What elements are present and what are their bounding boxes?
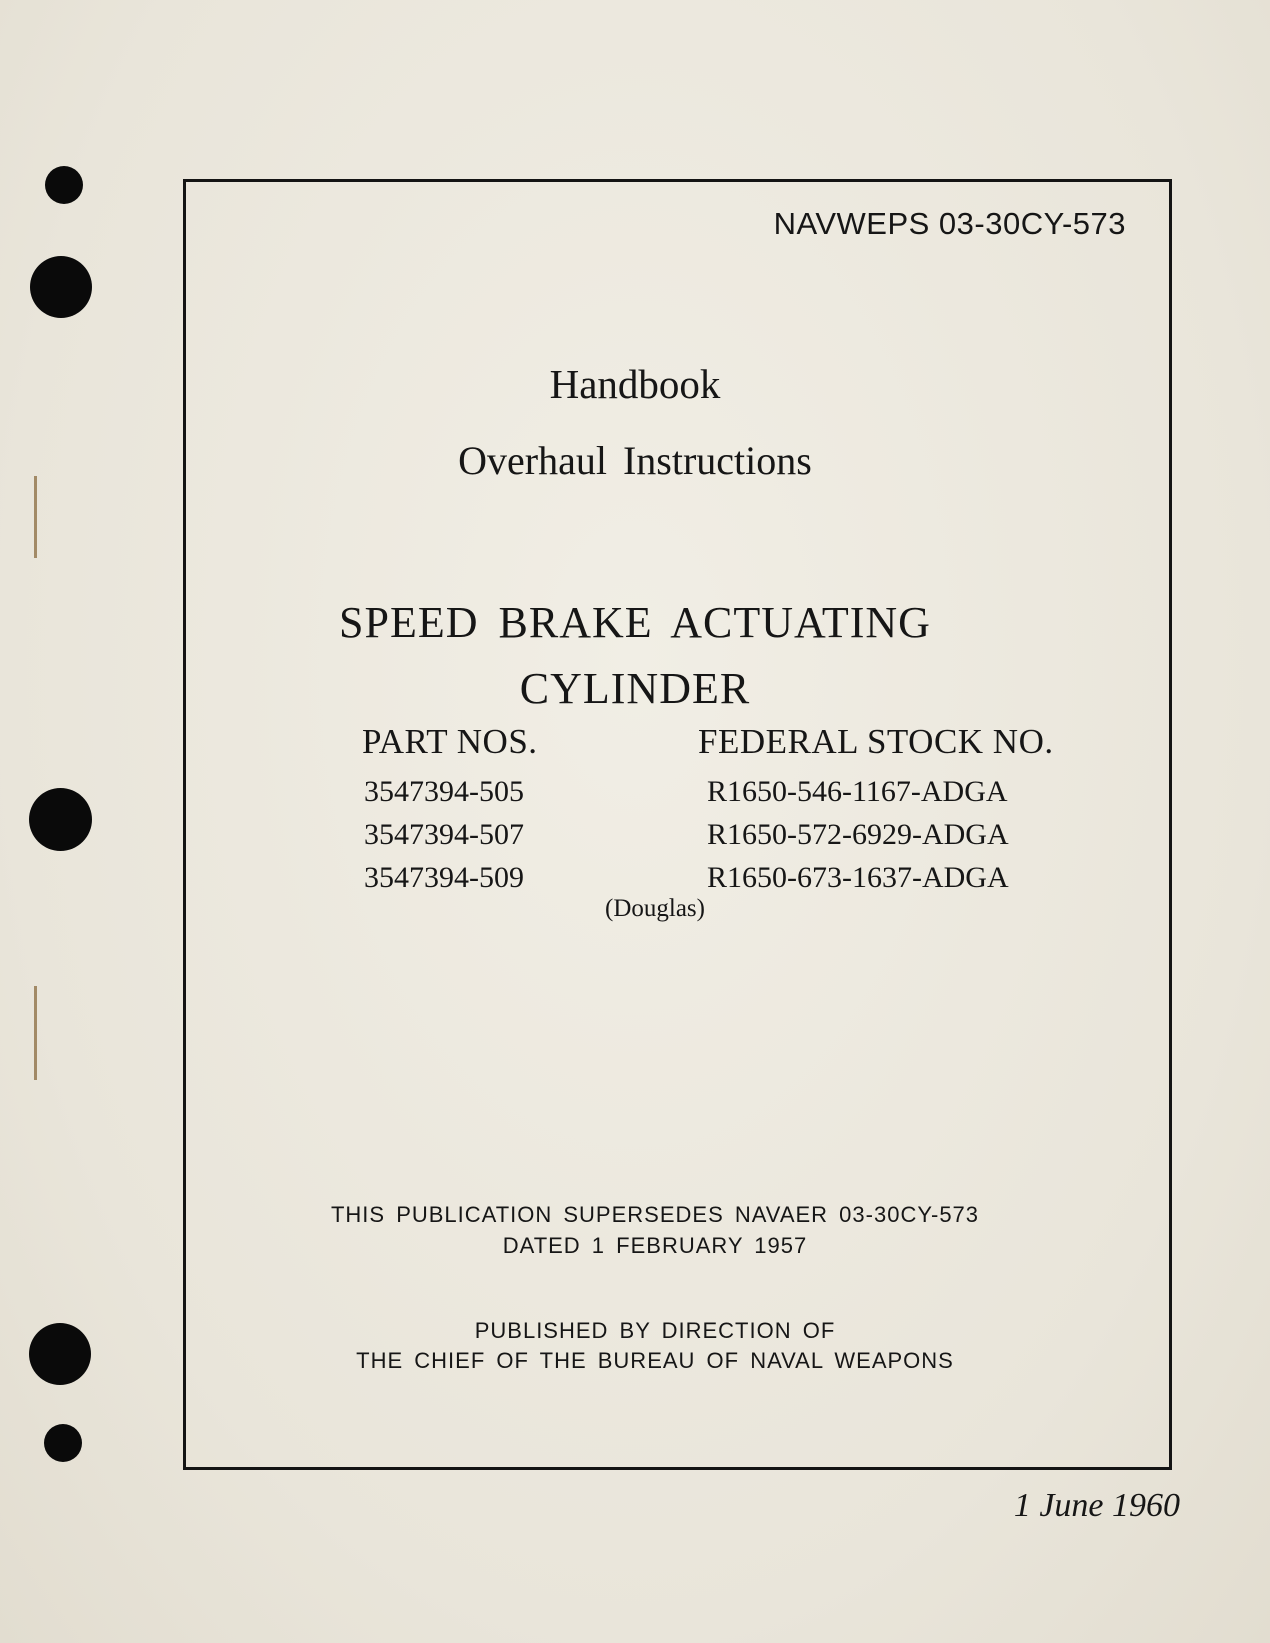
punch-hole	[44, 1424, 82, 1462]
binding-mark	[34, 986, 37, 1080]
supersedes-notice-line-2: DATED 1 FEBRUARY 1957	[502, 1233, 808, 1258]
stock-numbers-header: FEDERAL STOCK NO.	[698, 722, 1054, 761]
published-by-line-2: THE CHIEF OF THE BUREAU OF NAVAL WEAPONS	[356, 1348, 954, 1373]
binding-mark	[34, 476, 37, 558]
heading-handbook: Handbook	[549, 361, 721, 407]
manufacturer-label: (Douglas)	[605, 895, 705, 922]
part-number: 3547394-509	[364, 861, 524, 894]
part-numbers-header: PART NOS.	[362, 722, 538, 761]
punch-hole	[45, 166, 83, 204]
heading-overhaul-instructions: Overhaul Instructions	[458, 438, 812, 483]
document-title-line-2: CYLINDER	[519, 664, 751, 713]
supersedes-notice-line-1: THIS PUBLICATION SUPERSEDES NAVAER 03-30CY-573	[330, 1202, 980, 1227]
document-title-line-1: SPEED BRAKE ACTUATING	[339, 598, 931, 647]
stock-numbers-list	[707, 770, 1009, 899]
stock-number: R1650-673-1637-ADGA	[707, 861, 1009, 894]
punch-hole	[30, 256, 92, 318]
part-number: 3547394-505	[364, 775, 524, 808]
document-number: NAVWEPS 03-30CY-573	[773, 206, 1126, 241]
part-number: 3547394-507	[364, 818, 524, 851]
publication-date: 1 June 1960	[1013, 1487, 1180, 1524]
punch-hole	[29, 788, 92, 851]
stock-number: R1650-572-6929-ADGA	[707, 818, 1009, 851]
part-numbers-list	[364, 770, 524, 899]
stock-number: R1650-546-1167-ADGA	[707, 775, 1008, 808]
published-by-line-1: PUBLISHED BY DIRECTION OF	[474, 1318, 836, 1343]
